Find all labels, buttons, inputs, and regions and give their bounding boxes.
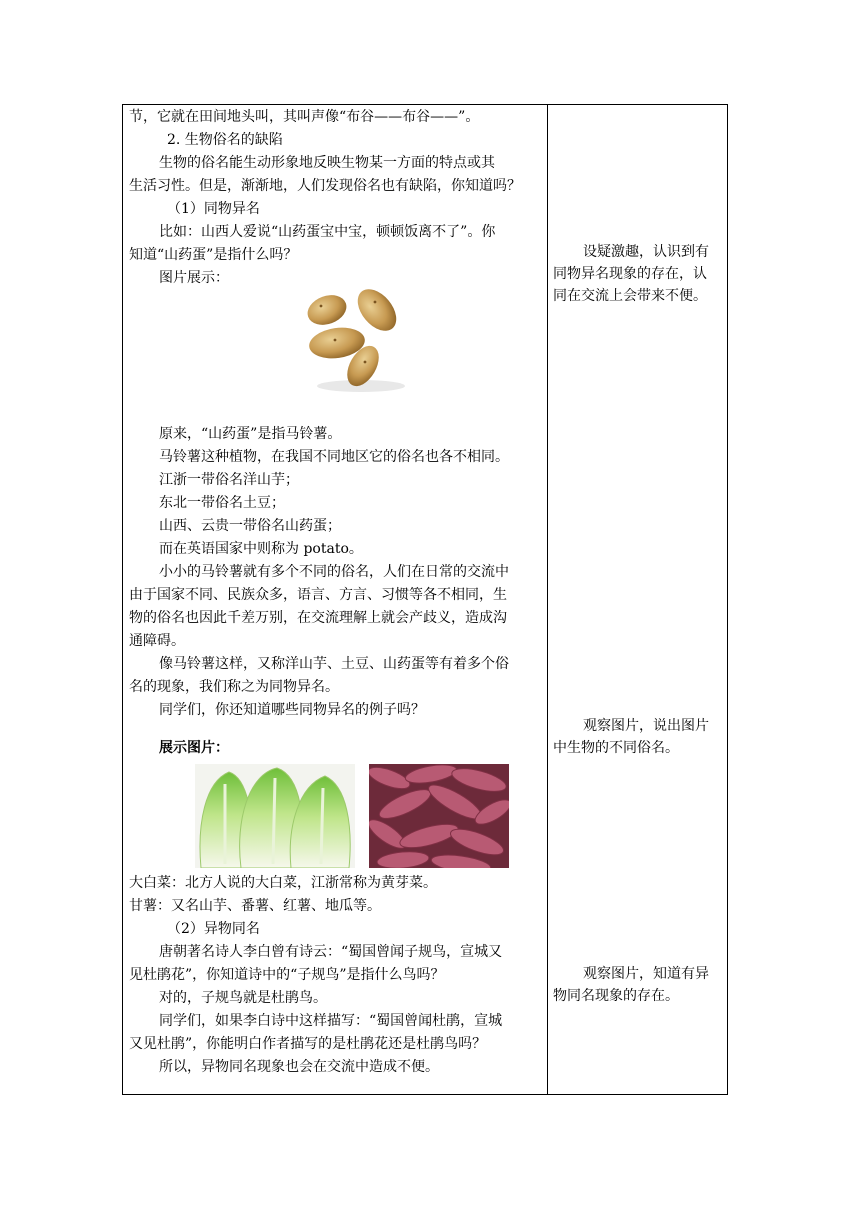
text-line: 山西、云贵一带俗名山药蛋； xyxy=(159,518,341,534)
design-intent-note-1 xyxy=(553,241,725,307)
text-line: 名的现象，我们称之为同物异名。 xyxy=(129,679,339,695)
text-line: 唐朝著名诗人李白曾有诗云：“蜀国曾闻子规鸟，宣城又 xyxy=(159,944,503,960)
text-line: 甘薯：又名山芋、番薯、红薯、地瓜等。 xyxy=(129,898,381,914)
show-images-label: 展示图片： xyxy=(159,740,229,756)
text-line: 图片展示： xyxy=(159,270,229,286)
design-intent-note-2 xyxy=(553,715,725,759)
text-line: 又见杜鹃”，你能明白作者描写的是杜鹃花还是杜鹃鸟吗？ xyxy=(129,1036,487,1052)
text-line: 像马铃薯这样，又称洋山芋、土豆、山药蛋等有着多个俗 xyxy=(159,656,509,672)
text-line: 大白菜：北方人说的大白菜，江浙常称为黄芽菜。 xyxy=(129,875,437,891)
text-line: 所以，异物同名现象也会在交流中造成不便。 xyxy=(159,1059,439,1075)
note-line: 中生物的不同俗名。 xyxy=(553,740,679,756)
text-line: 马铃薯这种植物，在我国不同地区它的俗名也各不相同。 xyxy=(159,449,509,465)
note-line: 物同名现象的存在。 xyxy=(553,988,679,1004)
text-line: 小小的马铃薯就有多个不同的俗名，人们在日常的交流中 xyxy=(159,564,509,580)
potato-image xyxy=(305,288,417,394)
cabbage-image xyxy=(195,764,355,868)
text-line: 江浙一带俗名洋山芋； xyxy=(159,472,299,488)
column-divider xyxy=(547,105,548,1094)
text-line: 生活习性。但是，渐渐地，人们发现俗名也有缺陷，你知道吗？ xyxy=(129,178,521,194)
subsection-heading: （2）异物同名 xyxy=(167,921,260,937)
text-line: 知道“山药蛋”是指什么吗？ xyxy=(129,247,298,263)
text-line: 比如：山西人爱说“山药蛋宝中宝，顿顿饭离不了”。你 xyxy=(159,224,496,240)
text-line: 由于国家不同、民族众多，语言、方言、习惯等各不相同，生 xyxy=(129,587,507,603)
text-line: 同学们，如果李白诗中这样描写：“蜀国曾闻杜鹃，宣城 xyxy=(159,1013,503,1029)
text-line: 同学们，你还知道哪些同物异名的例子吗？ xyxy=(159,702,425,718)
text-line: 节，它就在田间地头叫，其叫声像“布谷——布谷——”。 xyxy=(129,109,480,125)
text-line: 通障碍。 xyxy=(129,633,185,649)
text-line: 东北一带俗名土豆； xyxy=(159,495,285,511)
subsection-heading: （1）同物异名 xyxy=(167,201,260,217)
note-line: 同物异名现象的存在，认 xyxy=(553,266,707,282)
text-line: 对的，子规鸟就是杜鹃鸟。 xyxy=(159,990,327,1006)
lesson-table xyxy=(122,104,728,1095)
text-line: 生物的俗名能生动形象地反映生物某一方面的特点或其 xyxy=(159,155,495,171)
text-line: 原来，“山药蛋”是指马铃薯。 xyxy=(159,426,342,442)
text-line: 物的俗名也因此千差万别，在交流理解上就会产歧义，造成沟 xyxy=(129,610,507,626)
design-intent-note-3 xyxy=(553,963,725,1007)
note-line: 同在交流上会带来不便。 xyxy=(553,288,707,304)
sweet-potato-image xyxy=(369,764,509,868)
text-line: 见杜鹃花”，你知道诗中的“子规鸟”是指什么鸟吗？ xyxy=(129,967,445,983)
section-heading: 2. 生物俗名的缺陷 xyxy=(167,132,283,148)
text-line: 而在英语国家中则称为 potato。 xyxy=(159,541,363,557)
note-line: 观察图片，知道有异 xyxy=(583,966,709,982)
note-line: 观察图片，说出图片 xyxy=(583,718,709,734)
note-line: 设疑激趣，认识到有 xyxy=(583,244,709,260)
